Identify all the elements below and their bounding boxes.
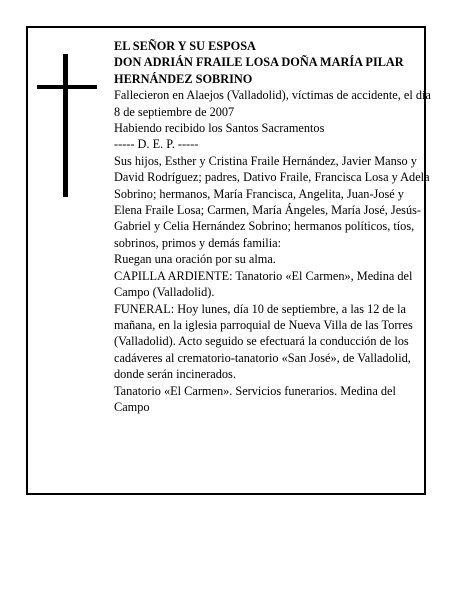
cross-icon (37, 54, 97, 197)
cross-vertical-bar (63, 54, 68, 197)
funeral-info: FUNERAL: Hoy lunes, día 10 de septiembre, a las 12 de la mañana, en la iglesia parroquial de Nueva Villa de las Torres (Valladolid). Acto seguido se efectuará la conducción de los cadáveres al crematorio-tanatorio «San José», de Valladolid, donde serán incinerados. (114, 301, 413, 382)
family-list: Sus hijos, Esther y Cristina Fraile Hernández, Javier Manso y David Rodríguez; padres, Dativo Fraile, Francisca Losa y Adela Sobrino; hermanos, María Francisca, Angelita, Juan-José y Elena Fraile Losa; Carmen, María Ángeles, María José, Jesús-Gabriel y Celia Hernández Sobrino; hermanos políticos, tíos, sobrinos, primos y demás familia: (114, 153, 430, 250)
funeral-services: Tanatorio «El Carmen». Servicios funerarios. Medina del Campo (114, 383, 396, 414)
heading-line-1: EL SEÑOR Y SU ESPOSA (114, 39, 256, 53)
heading-names: DON ADRIÁN FRAILE LOSA DOÑA MARÍA PILAR HERNÁNDEZ SOBRINO (114, 55, 404, 86)
death-circumstances: Fallecieron en Alaejos (Valladolid), víctimas de accidente, el día 8 de septiembre de 2007 (114, 88, 431, 119)
chapel-info: CAPILLA ARDIENTE: Tanatorio «El Carmen», Medina del Campo (Valladolid). (114, 268, 413, 300)
cross-horizontal-bar (37, 85, 97, 89)
sacraments-line: Habiendo recibido los Santos Sacramentos (114, 121, 325, 136)
obituary-text (114, 38, 434, 415)
prayer-request: Ruegan una oración por su alma. (114, 252, 276, 267)
rip-line: ----- D. E. P. ----- (114, 137, 199, 152)
